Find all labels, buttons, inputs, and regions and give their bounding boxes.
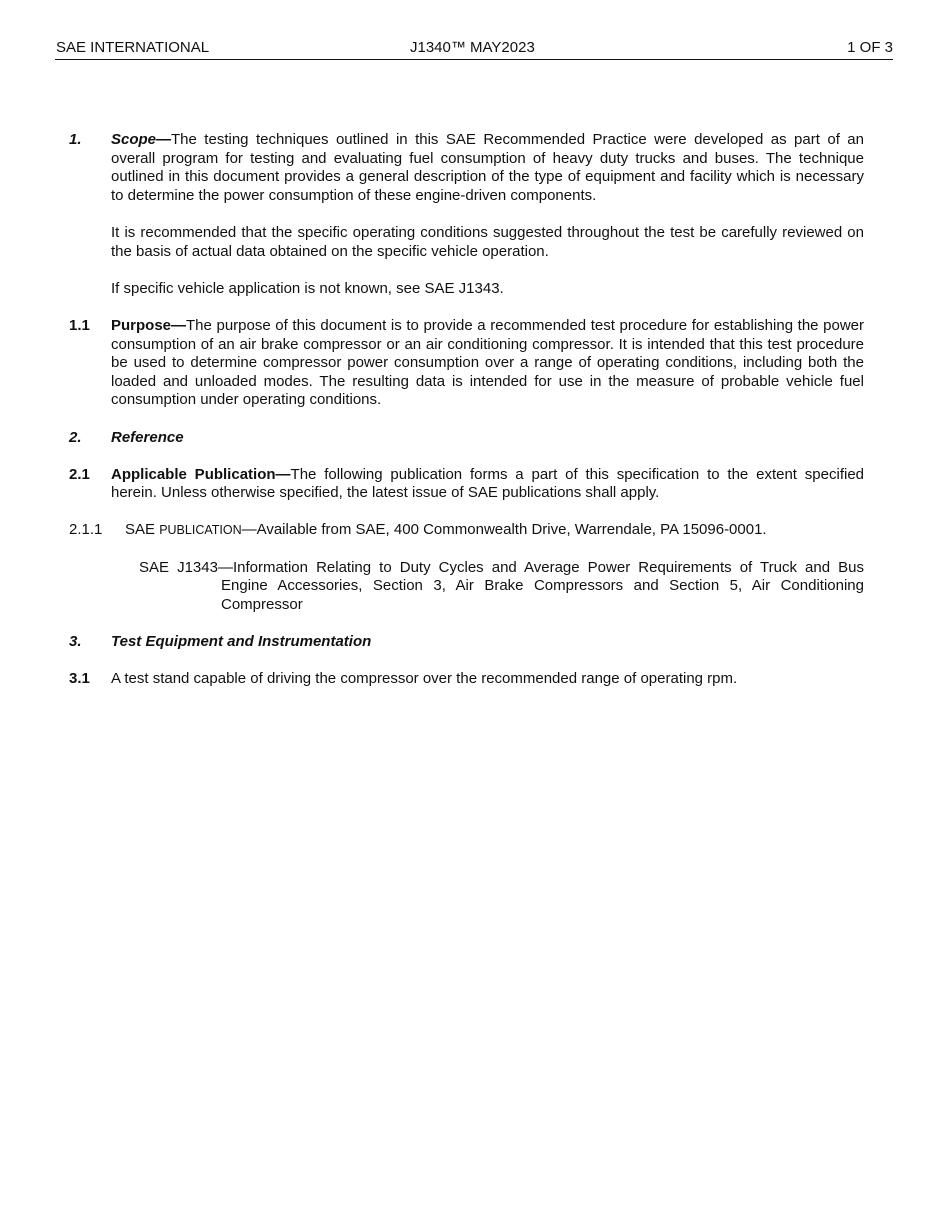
section-number: 2. xyxy=(69,428,82,446)
publication-smallcaps: PUBLICATION xyxy=(159,523,242,538)
header-document-id: J1340™ MAY2023 xyxy=(410,39,535,56)
section-number: 3.1 xyxy=(69,670,90,688)
section-2-reference xyxy=(69,429,864,448)
section-title: Test Equipment and Instrumentation xyxy=(111,633,372,651)
section-title: Scope— xyxy=(111,131,172,148)
reference-entry-j1343: SAE J1343—Information Relating to Duty Cycles and Average Power Requirements of Truck and Bus Engine Accessories, Section 3, Air Brake Compressors and Section 5, Air Conditioning Compressor xyxy=(139,558,864,613)
scope-paragraph-3: If specific vehicle application is not known, see SAE J1343. xyxy=(111,279,504,297)
header-page-number: 1 OF 3 xyxy=(847,39,893,56)
section-paragraph xyxy=(125,521,864,540)
section-number: 2.1 xyxy=(69,465,90,483)
section-3-1 xyxy=(69,670,864,689)
section-text: The following publication forms a part of this specification to the extent specified herein. Unless otherwise specified, the latest issue of SAE publications shall apply. xyxy=(111,465,865,502)
section-2-1-1-sae-publication xyxy=(69,521,864,540)
section-paragraph xyxy=(111,317,864,410)
section-number: 1.1 xyxy=(69,316,90,334)
header-organization: SAE INTERNATIONAL xyxy=(56,39,210,56)
document-body xyxy=(69,131,864,689)
section-3-test-equipment xyxy=(69,633,864,652)
section-title: Purpose— xyxy=(111,316,187,334)
publication-lead: SAE xyxy=(125,521,160,539)
section-2-1-applicable-publication xyxy=(69,466,864,503)
section-paragraph xyxy=(111,131,864,205)
section-number: 1. xyxy=(69,131,82,148)
section-1-1-purpose xyxy=(69,317,864,410)
section-title: Applicable Publication— xyxy=(111,465,291,483)
section-number: 3. xyxy=(69,633,82,651)
section-text: The testing techniques outlined in this SAE Recommended Practice were developed as part of an overall program for testing and evaluating fuel consumption of heavy duty trucks and buses. The technique outlined in this document provides a general description of the type of equipment and facility which is necessary to determine the power consumption of these engine-driven components. xyxy=(111,131,864,204)
section-paragraph xyxy=(111,466,864,503)
section-title: Reference xyxy=(111,428,184,446)
page-header xyxy=(55,38,893,60)
section-text: The purpose of this document is to provide a recommended test procedure for establishing the power consumption of an air brake compressor or an air conditioning compressor. It is intended that this test procedure be used to determine compressor power consumption over a range of operating conditions, including both the loaded and unloaded modes. The resulting data is intended for use in the measure of probable vehicle fuel consumption under operating conditions. xyxy=(111,316,864,409)
section-number: 2.1.1 xyxy=(69,521,103,539)
section-text: A test stand capable of driving the compressor over the recommended range of operating rpm. xyxy=(111,670,738,688)
section-text: —Available from SAE, 400 Commonwealth Drive, Warrendale, PA 15096-0001. xyxy=(241,521,767,539)
section-1-scope xyxy=(69,131,864,205)
scope-paragraph-2: It is recommended that the specific operating conditions suggested throughout the test be carefully reviewed on the basis of actual data obtained on the specific vehicle operation. xyxy=(111,223,864,260)
